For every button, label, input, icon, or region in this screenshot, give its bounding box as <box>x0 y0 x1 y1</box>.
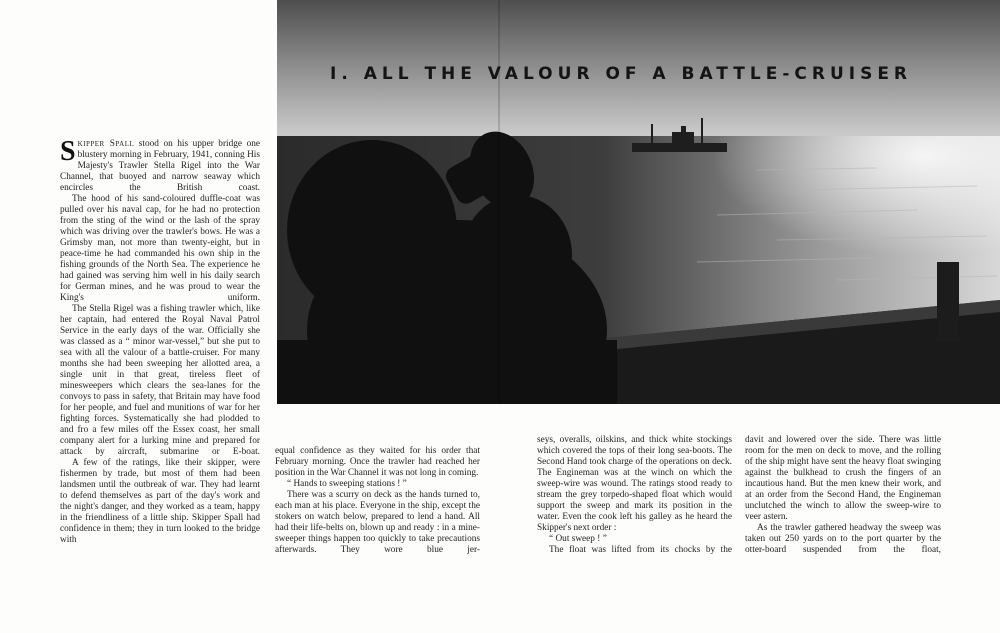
paragraph: The Stella Rigel was a fishing trawler which, like her captain, had entered the Royal Naval Patrol Service in the early days of the war. Officially she was classed as a “ minor war-vessel,” but she put to sea with all the valour of a battle-cruiser. For many months she had been sweeping her allotted area, a single unit in that great, tireless fleet of minesweepers which clears the sea-lanes for the convoys to pass in safety, that Britain may have food for her people, and fuel and munitions of war for her fighting forces. Systematically she had plodded to and fro a few miles off the Essex coast, her small company alert for a lurking mine and prepared for attack by aircraft, submarine or E-boat. <box>60 304 260 457</box>
paragraph: The hood of his sand-coloured duffle-coat was pulled over his naval cap, for he had no protection from the sting of the wind or the lash of the spray which was driving over the trawler's bows. He was a Grimsby man, not more than twenty-eight, but in peace-time he had commanded his own ship in the fishing grounds of the North Sea. The experience he had gained was serving him well in his daily search for German mines, and he was proud to wear the King's uniform. <box>60 194 260 303</box>
text-column-1 <box>60 136 260 546</box>
text-column-2 <box>275 446 480 556</box>
order-quote: “ Out sweep ! ” <box>549 534 607 544</box>
chapter-title: I. ALL THE VALOUR OF A BATTLE-CRUISER <box>330 64 913 84</box>
lead-in-caps: kipper Spall <box>77 139 135 149</box>
paragraph: equal confidence as they waited for his order that February morning. Once the trawler had reached her position in the War Channel it was not long in coming. <box>275 446 480 478</box>
text-column-4 <box>745 435 941 556</box>
photograph-lookout-at-sea <box>277 0 1000 404</box>
drop-cap: S <box>60 136 76 167</box>
paragraph: The float was lifted from its chocks by the <box>549 545 732 555</box>
paragraph: As the trawler gathered headway the sweep was taken out 250 yards on to the port quarter by the otter-board suspended from the float, <box>745 523 941 555</box>
paragraph: davit and lowered over the side. There was little room for the men on deck to move, and the rolling of the ship might have sent the heavy float swinging against the bulkhead to crush the fingers of an incautious hand. But the men knew their work, and at an order from the Second Hand, the Engineman unclutched the winch to allow the sweep-wire to veer astern. <box>745 435 941 522</box>
order-quote: “ Hands to sweeping stations ! ” <box>287 479 407 489</box>
paragraph: stood on his upper bridge one blustery morning in February, 1941, conning His Majesty's Trawler Stella Rigel into the War Channel, that buoyed and narrow seaway which encircles the British coast. <box>60 139 260 193</box>
text-column-3 <box>537 435 732 556</box>
paragraph: A few of the ratings, like their skipper, were fishermen by trade, but most of them had been landsmen until the outbreak of war. They had learnt to defend themselves as part of the day's work and the night's danger, and they worked as a team, happy in the friendliness of a little ship. Skipper Spall had confidence in them; they in turn looked to the bridge with <box>60 458 260 545</box>
paragraph: There was a scurry on deck as the hands turned to, each man at his place. Everyone in the ship, except the stokers on watch below, prepared to lend a hand. All had their life-belts on, blown up and ready : in a mine-sweeper things happen too quickly to take precautions afterwards. They wore blue jer- <box>275 490 480 555</box>
page-gutter <box>498 0 500 404</box>
paragraph: seys, overalls, oilskins, and thick white stockings which covered the tops of their long sea-boots. The Second Hand took charge of the operations on deck. The Engineman was at the winch on which the sweep-wire was wound. The ratings stood ready to stream the grey torpedo-shaped float which would support the sweep and mark its position in the water. Even the cook left his galley as he heard the Skipper's next order : <box>537 435 732 533</box>
